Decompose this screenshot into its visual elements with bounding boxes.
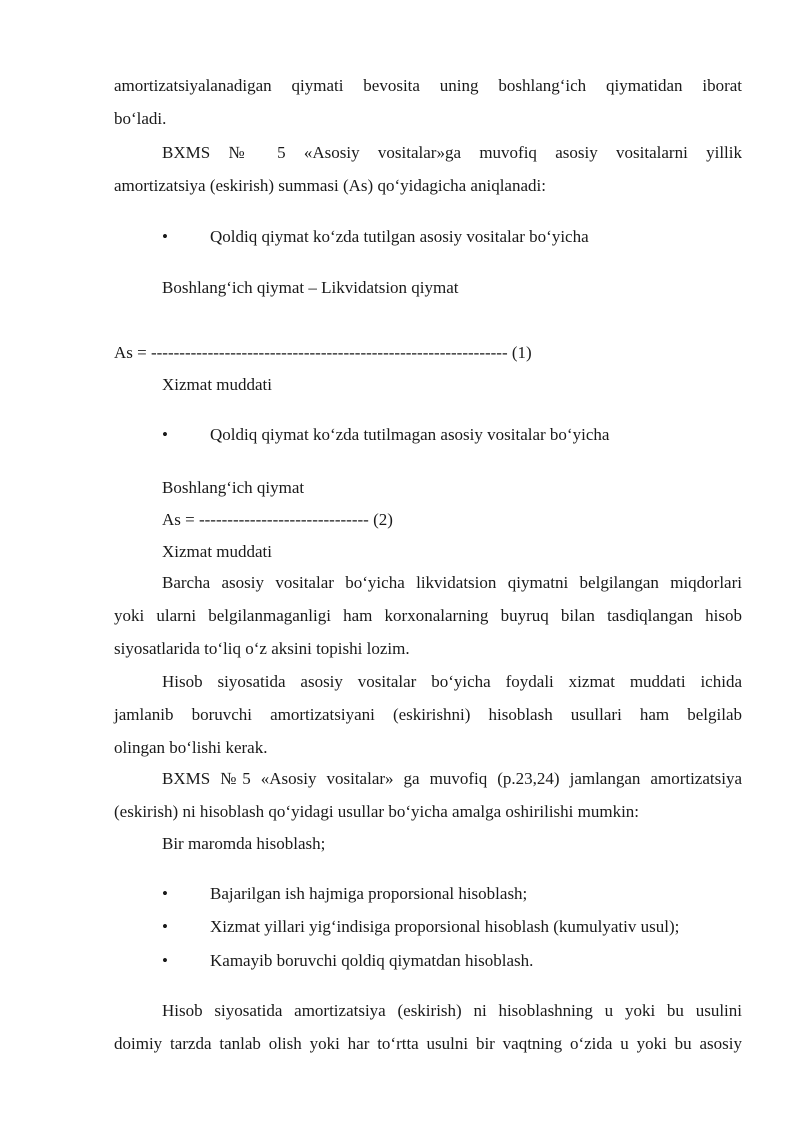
bullet-icon: • (162, 425, 168, 444)
bullet-text: Kamayib boruvchi qoldiq qiymatdan hisoblash. (210, 951, 534, 970)
bullet-icon: • (162, 884, 168, 903)
text-line: amortizatsiyalanadigan qiymati bevosita uning boshlang‘ich qiymatidan iborat (114, 76, 742, 95)
formula-denominator: Xizmat muddati (162, 375, 273, 394)
text-line: Hisob siyosatida amortizatsiya (eskirish) ni hisoblashning u yoki bu usulini (162, 1001, 742, 1020)
text-line: (eskirish) ni hisoblash qo‘yidagi usullar bo‘yicha amalga oshirilishi mumkin: (114, 802, 640, 821)
text-line: BXMS № 5 «Asosiy vositalar»ga muvofiq asosiy vositalarni yillik (162, 143, 742, 162)
formula-denominator: Xizmat muddati (162, 542, 273, 561)
bullet-icon: • (162, 227, 168, 246)
bullet-text: Qoldiq qiymat ko‘zda tutilgan asosiy vositalar bo‘yicha (210, 227, 589, 246)
formula-equation: As = ------------------------------ (2) (162, 510, 393, 529)
bullet-icon: • (162, 951, 168, 970)
text-line: Hisob siyosatida asosiy vositalar bo‘yicha foydali xizmat muddati ichida (162, 672, 742, 691)
formula-numerator: Boshlang‘ich qiymat (162, 478, 305, 497)
bullet-text: Bajarilgan ish hajmiga proporsional hisoblash; (210, 884, 528, 903)
text-line: Barcha asosiy vositalar bo‘yicha likvidatsion qiymatni belgilangan miqdorlari (162, 573, 742, 592)
bullet-text: Xizmat yillari yig‘indisiga proporsional hisoblash (kumulyativ usul); (210, 917, 680, 936)
text-line: olingan bo‘lishi kerak. (114, 738, 268, 757)
text-line: Bir maromda hisoblash; (162, 834, 326, 853)
formula-equation: As = --------------------------------------------------------------- (1) (114, 343, 532, 362)
bullet-text: Qoldiq qiymat ko‘zda tutilmagan asosiy vositalar bo‘yicha (210, 425, 610, 444)
text-line: doimiy tarzda tanlab olish yoki har to‘rtta usulni bir vaqtning o‘zida u yoki bu asosiy (114, 1034, 742, 1053)
text-line: siyosatlarida to‘liq o‘z aksini topishi lozim. (114, 639, 410, 658)
text-line: yoki ularni belgilanmaganligi ham korxonalarning buyruq bilan tasdiqlangan hisob (114, 606, 742, 625)
bullet-icon: • (162, 917, 168, 936)
formula-numerator: Boshlang‘ich qiymat – Likvidatsion qiymat (162, 278, 459, 297)
text-line: amortizatsiya (eskirish) summasi (As) qo‘yidagicha aniqlanadi: (114, 176, 546, 195)
text-line: bo‘ladi. (114, 109, 167, 128)
text-line: BXMS №5 «Asosiy vositalar» ga muvofiq (p.23,24) jamlangan amortizatsiya (162, 769, 742, 788)
text-line: jamlanib boruvchi amortizatsiyani (eskirishni) hisoblash usullari ham belgilab (114, 705, 742, 724)
